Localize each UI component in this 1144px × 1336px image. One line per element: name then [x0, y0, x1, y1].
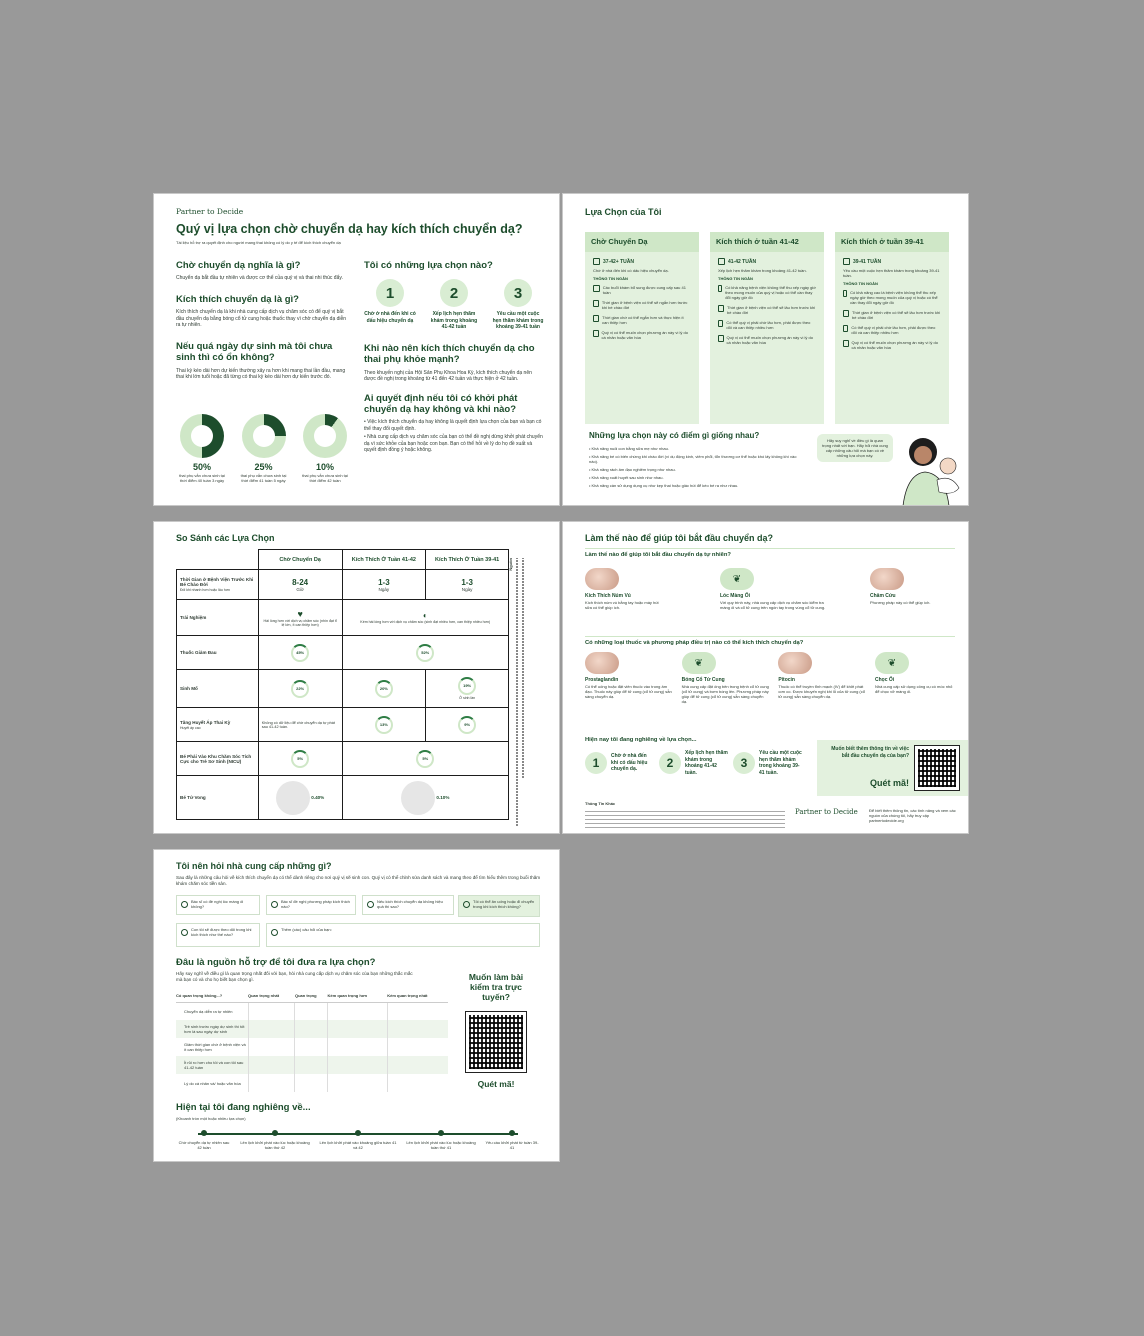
question-heading: Khi nào nên kích thích chuyển dạ cho thai phụ khỏe mạnh? — [364, 342, 535, 366]
question-option[interactable]: Tôi có thể ăn uống hoặc đi chuyển trong khi kích thích không? — [458, 895, 540, 917]
stat-percent: 50% — [192, 462, 211, 472]
section-heading: Có những loại thuốc và phương pháp điều trị nào có thể kích thích chuyển dạ? — [585, 636, 955, 646]
probability-ring: 19% — [458, 677, 476, 695]
left-column — [176, 260, 351, 381]
column-header: Quan trọng nhất — [248, 990, 295, 1002]
section-heading: Đâu là nguồn hỗ trợ để tôi đưa ra lựa chọn? — [176, 957, 376, 968]
scale-label: Lên lịch khởi phát vào khoảng giữa tuần 41 và 42 — [319, 1140, 397, 1150]
info-item: Quý vị có thể muốn chọn phương án này vì lý do cá nhân hoặc văn hóa — [593, 330, 691, 340]
option-item — [428, 279, 480, 331]
mother-baby-illustration — [893, 430, 967, 506]
info-item: Có thể quý vị phải chờ lâu hơn, phải được theo dõi và can thiệp nhiều hơn — [843, 325, 941, 335]
info-item: Thời gian ở bệnh viện có thể sẽ lâu hơn trước khi bé chào đời — [843, 310, 941, 320]
question-heading: Kích thích chuyển dạ là gì? — [176, 293, 299, 305]
method-name: Bóng Cổ Tử Cung — [681, 677, 725, 683]
method-item — [875, 652, 955, 704]
rating-cell[interactable] — [387, 1002, 448, 1020]
weeks-label: 39-41 TUẦN — [843, 258, 941, 265]
stat-block — [176, 414, 228, 483]
column-desc: Xếp lịch hẹn thăm khám trong khoảng 41-42 tuần. — [718, 268, 807, 274]
column-header: Kích Thích Ở Tuần 41-42 — [342, 550, 426, 570]
info-item: Có khả năng cao là bệnh viện không thể thu xếp ngày giờ theo mong muốn của quý vị hoặc có thể cần thay đổi ngày giờ đó — [843, 290, 941, 305]
rating-cell[interactable] — [295, 1002, 328, 1020]
choice-text: Yêu cầu một cuộc hẹn thăm khám trong khoảng 39-41 tuần. — [759, 750, 802, 776]
rating-cell[interactable] — [387, 1056, 448, 1074]
list-item: • Khả năng cần sử dụng dụng cụ như kẹp thai hoặc giác hút để kéo bé ra như nhau. — [589, 483, 739, 488]
method-name: Lóc Màng Ối — [720, 593, 750, 599]
method-name: Châm Cứu — [870, 593, 896, 599]
rating-cell[interactable] — [328, 1020, 388, 1038]
option-text: Yêu cầu một cuộc hẹn thăm khám trong khoảng 39-41 tuần — [492, 311, 544, 331]
row-label: Thuốc Giảm Đau — [177, 636, 259, 670]
choice-number: 1 — [585, 752, 607, 774]
lean-scale — [176, 1130, 540, 1150]
probability-ring: 45% — [291, 644, 309, 662]
info-item: Thời gian chờ có thể ngắn hơn và thực hiện ít can thiệp hơn — [593, 315, 691, 325]
value-cell-merged — [342, 742, 508, 776]
answer-text: Chuyển dạ bắt đầu tự nhiên và được cơ thể của quý vị và thai nhi thúc đẩy. — [176, 275, 343, 282]
stat-label: thai phụ vẫn chưa sinh tại thời điểm 41 tuần 5 ngày — [240, 472, 287, 483]
page-title: Tôi nên hỏi nhà cung cấp những gì? — [176, 861, 332, 871]
value-cell — [258, 636, 342, 670]
iv-drip-photo — [778, 652, 812, 674]
qr-code[interactable] — [915, 746, 959, 790]
hands-icon — [718, 335, 724, 342]
value-cell: Không có dữ liệu để chờ chuyển dạ tự phát sau 41-42 tuần. — [258, 708, 342, 742]
method-name: Prostaglandin — [585, 677, 619, 683]
value-cell: 19% Ở sinh lần — [426, 670, 509, 708]
value-cell-merged: 0.10% — [342, 776, 508, 820]
rating-cell[interactable] — [248, 1002, 295, 1020]
method-desc: Có thể uống hoặc đặt viên thuốc vào trong âm đạo. Thuốc này giúp để tử cung (cổ tử cung) sẵn sàng chuyển dạ. — [585, 683, 672, 699]
page-start-labor — [562, 521, 969, 834]
rating-cell[interactable] — [248, 1020, 295, 1038]
list-item: • Khả năng bé có biến chứng khi chào đời (ví dụ động kinh, viêm phổi, tổn thương cơ thể hoặc khó lấy không khí vào nào). — [589, 454, 797, 464]
row-label: Trẻ sinh trước ngày dự sinh thì tốt hơn là sau ngày dự sinh — [184, 1024, 245, 1034]
method-item — [682, 652, 770, 704]
rating-cell[interactable] — [328, 1002, 388, 1020]
stat-label: thai phụ vẫn chưa sinh tại thời điểm 40 tuần 3 ngày — [179, 472, 225, 483]
choice-column — [835, 232, 949, 424]
qr-panel — [817, 740, 969, 796]
calendar-icon — [718, 285, 722, 292]
method-desc: Với quy trình này, nhà cung cấp dịch vụ chăm sóc kiểm tra màng ối và cổ tử cung trên ngón tay trong vùng cổ tử cung. — [720, 599, 826, 610]
choice-text: Chờ ở nhà đến khi có dấu hiệu chuyển dạ. — [611, 753, 648, 773]
row-label: Lý do cá nhân và/ hoặc văn hóa — [184, 1080, 241, 1086]
brand-logo: Partner to Decide — [795, 808, 858, 816]
question-option[interactable]: Nếu kích thích chuyển dạ không hiệu quả thì sao? — [362, 895, 454, 915]
scale-point[interactable] — [176, 1130, 232, 1150]
values-table — [176, 990, 448, 1092]
method-item — [720, 568, 870, 610]
weeks-label: 37-42+ TUẦN — [593, 258, 691, 265]
footer-text-block — [585, 808, 785, 828]
row-label: Bé Tử Vong — [177, 776, 259, 820]
donut-chart — [242, 414, 286, 458]
custom-question-field[interactable]: Thêm (các) câu hỏi của bạn: — [266, 923, 540, 947]
rating-cell[interactable] — [248, 1056, 295, 1074]
row-label: Thời Gian ở Bệnh Viện Trước Khi Bé Chào Đời Đối khi nhanh hơn hoặc lâu hơn — [177, 570, 259, 600]
hands-icon — [843, 340, 849, 347]
page-my-choices — [562, 193, 969, 506]
answer-text: Thai kỳ kéo dài hơn dự kiến thường xảy ra hơn khi mang thai lần đầu, mang thai khi lớn tuổi hoặc đã từng có thai kỳ kéo dài hơn dự kiến trước đó. — [176, 367, 346, 381]
references-label: Nguồn — [508, 558, 513, 571]
choice-item — [659, 750, 729, 776]
method-item — [870, 568, 955, 610]
membrane-sweep-icon: ❦ — [720, 568, 754, 590]
column-desc: Chờ ở nhà đến khi có dấu hiệu chuyển dạ. — [593, 268, 669, 274]
info-item: Có thể quý vị phải chờ lâu hơn, phải được theo dõi và can thiệp nhiều hơn — [718, 320, 816, 330]
list-item: • Khả năng rách âm đạo nghiêm trọng như nhau. — [589, 467, 676, 472]
column-header: Kém quan trọng nhất — [387, 990, 448, 1002]
page-subtitle: Tài liệu hỗ trợ ra quyết định cho người mang thai không có lý do y tế để kích thích chuyển dạ — [176, 240, 341, 245]
value-cell: 1-3 Ngày — [426, 570, 509, 600]
comparison-table — [176, 549, 509, 820]
info-item: Thời gian ở bệnh viện có thể sẽ lâu hơn trước khi bé chào đời — [718, 305, 816, 315]
question-option[interactable]: Con tôi sẽ được theo dõi trong khi kích thích như thế nào? — [176, 923, 260, 947]
probability-ring: 9% — [458, 716, 476, 734]
rating-cell[interactable] — [387, 1074, 448, 1092]
row-label: Chuyển dạ diễn ra tự nhiên — [184, 1008, 233, 1014]
scale-label: Lên lịch khởi phát vào lúc hoặc khoảng tuần thứ 42 — [240, 1140, 310, 1150]
scale-dot[interactable] — [272, 1130, 278, 1136]
question-heading: Nếu quá ngày dự sinh mà tôi chưa sinh thì có ổn không? — [176, 340, 333, 364]
info-item: Có khả năng bệnh viện không thể thu xếp ngày giờ theo mong muốn của quý vị hoặc có thể cần thay đổi ngày giờ đó — [718, 285, 816, 300]
column-header: Quan trọng — [295, 990, 328, 1002]
row-label: Sinh Mổ — [177, 670, 259, 708]
info-item: Quý vị có thể muốn chọn phương án này vì lý do cá nhân hoặc văn hóa — [843, 340, 941, 350]
choice-column — [710, 232, 824, 424]
bullet-text: Nhà cung cấp dịch vụ chăm sóc của bạn có thể đề nghị dừng khởi phát chuyển dạ vì sức khỏe của bạn hoặc con bạn. Bạn có thể hỏi về lý do họ đề xuất và quyết định đồng ý hoặc không. — [364, 434, 543, 454]
heart-icon: ♥ — [297, 608, 303, 619]
page-overview — [153, 193, 560, 506]
column-header: Kích Thích Ở Tuần 39-41 — [426, 550, 509, 570]
method-item — [778, 652, 866, 704]
column-header: Có quan trọng không...? — [176, 990, 248, 1002]
scale-dot[interactable] — [355, 1130, 361, 1136]
value-cell — [258, 670, 342, 708]
scale-label: Chờ chuyển dạ tự nhiên sau 42 tuần — [178, 1140, 230, 1150]
row-label: Tăng Huyết Áp Thai Kỳ Huyết áp cao — [177, 708, 259, 742]
references-text — [522, 558, 524, 778]
value-cell: 0.40% — [258, 776, 342, 820]
method-name: Kích Thích Núm Vú — [585, 593, 631, 599]
right-column — [364, 260, 544, 454]
question-heading: Ai quyết định nếu tôi có khởi phát chuyển dạ hay không và khi nào? — [364, 392, 518, 416]
balloon-catheter-icon: ❦ — [682, 652, 716, 674]
scale-point[interactable] — [318, 1130, 398, 1150]
scan-label: Quét mã! — [869, 778, 909, 788]
answer-bullet: • Việc kích thích chuyển dạ hay không là quyết định lựa chọn của bạn và bạn có thể thay đổi quyết định. — [364, 419, 542, 432]
intro-text: Sau đây là những câu hỏi về kích thích chuyển dạ có thể dành riêng cho nơi quý vị sẽ sinh con. Quý vị có thể chỉnh sửa danh sách và mang theo để tìm hiểu thêm trong buổi thăm khám chăm sóc tiền sản. — [176, 875, 541, 886]
value-cell: 1-3 Ngày — [342, 570, 426, 600]
choice-number: 2 — [659, 752, 681, 774]
option-text: Chờ ở nhà đến khi có dấu hiệu chuyển dạ — [364, 311, 416, 324]
rating-cell[interactable] — [248, 1038, 295, 1056]
rating-cell[interactable] — [387, 1038, 448, 1056]
probability-ring: 52% — [416, 644, 434, 662]
rating-cell[interactable] — [387, 1020, 448, 1038]
clock-icon — [593, 315, 599, 322]
amniotomy-icon: ❦ — [875, 652, 909, 674]
probability-ring: 22% — [291, 680, 309, 698]
option-text: Xếp lịch hẹn thăm khám trong khoảng 41-42 tuần — [430, 311, 478, 331]
option-number: 3 — [504, 279, 532, 307]
clock-icon — [718, 320, 723, 327]
natural-methods — [585, 568, 955, 610]
scale-point[interactable] — [406, 1130, 476, 1150]
info-item: Quý vị có thể muốn chọn phương án này vì lý do cá nhân hoặc văn hóa — [718, 335, 816, 345]
value-cell: ♥ Hài lòng hơn với dịch vụ chăm sóc (nhìn đạt tỉ lệ lớn, ít can thiệp hơn) — [258, 600, 342, 636]
value-cell-merged — [342, 636, 508, 670]
dot-grid-icon — [276, 781, 310, 815]
method-desc: Thuốc có thể truyền tĩnh mạch (IV) để khởi phát cơn co. Được khuyến nghị khi lỗ của tử cung (cổ tử cung) sẵn sàng chuyển dạ. — [778, 683, 865, 699]
medical-methods — [585, 652, 955, 704]
option-number: 2 — [440, 279, 468, 307]
brand-logo: Partner to Decide — [176, 207, 244, 216]
rating-cell[interactable] — [248, 1074, 295, 1092]
calendar-icon — [593, 258, 600, 265]
probability-ring: 5% — [291, 750, 309, 768]
value-cell: 8-24 Giờ — [258, 570, 342, 600]
calendar-icon — [843, 258, 850, 265]
scale-dot[interactable] — [509, 1130, 515, 1136]
info-item: Thời gian ở bệnh viện có thể sẽ ngắn hơn trước khi bé chào đời — [593, 300, 691, 310]
choice-item — [585, 750, 655, 776]
calendar-icon — [718, 258, 725, 265]
method-name: Chọc Ối — [874, 677, 895, 683]
rating-cell[interactable] — [295, 1020, 328, 1038]
footer-info: Để biết thêm thông tin, các tình nâng và xem các nguồn của chúng tôi, hãy truy cập partnertodecide.org — [869, 808, 956, 823]
page-comparison — [153, 521, 560, 834]
choice-row — [585, 750, 805, 776]
rating-cell[interactable] — [328, 1038, 388, 1056]
page-title: So Sánh các Lựa Chọn — [176, 533, 275, 543]
value-cell — [342, 670, 426, 708]
value-cell — [258, 742, 342, 776]
stat-block — [299, 414, 351, 483]
list-item: • Khả năng nuôi con bằng sữa mẹ như nhau. — [589, 446, 669, 451]
similarities-title: Những lựa chọn này có điểm gì giống nhau? — [589, 431, 760, 440]
speech-bubble: Hãy suy nghĩ về điều gì là quan trọng nhất với bạn. Hãy hỏi nhà cung cấp những câu hỏi mà bạn có về những lựa chọn này. — [817, 434, 893, 462]
method-item — [585, 568, 720, 610]
method-desc: Nhà cung cấp đặt ống bên trong bệnh cổ tử cung (cổ tử cung) và bơm bóng lên. Phương pháp này giúp để tử cung (cổ tử cung) sẵn sàng chuyển dạ. — [681, 683, 769, 704]
probability-ring: 13% — [375, 716, 393, 734]
stat-block — [238, 414, 290, 483]
footer-title: Thông Tin Khác — [585, 801, 616, 806]
page-questions — [153, 849, 560, 1162]
scale-point[interactable] — [484, 1130, 540, 1150]
bullet-text: Việc kích thích chuyển dạ hay không là quyết định lựa chọn của bạn và bạn có thể thay đổi quyết định. — [364, 419, 542, 432]
column-desc: Yêu cầu một cuộc hẹn thăm khám trong khoảng 39-41 tuần. — [843, 268, 940, 279]
stat-percent: 10% — [315, 462, 334, 472]
column-header: Chờ Chuyển Dạ — [258, 550, 342, 570]
question-heading: Tôi có những lựa chọn nào? — [364, 260, 493, 271]
calendar-icon — [843, 290, 847, 297]
similarities-list — [589, 446, 799, 491]
section-heading: Hiện tại tôi đang nghiêng về... — [176, 1102, 311, 1113]
acupuncture-photo — [870, 568, 904, 590]
donut-chart — [303, 414, 347, 458]
info-item: Các buổi khám bổ sung được cung cấp sau 41 tuần — [593, 285, 691, 295]
choice-item — [733, 750, 805, 776]
section-heading: Làm thế nào để giúp tôi bắt đầu chuyển dạ tự nhiên? — [585, 548, 955, 558]
qr-code[interactable] — [466, 1012, 526, 1072]
section-intro: Hãy suy nghĩ về điều gì là quan trọng nhất đối với bạn, hỏi nhà cung cấp dịch vụ chăm sóc của bạn những thắc mắc mà bạn có và cho họ biết bạn chọn gì. — [176, 971, 413, 982]
choice-number: 3 — [733, 752, 755, 774]
rating-cell[interactable] — [295, 1038, 328, 1056]
question-option[interactable]: Bác sĩ đề nghị phương pháp kích thích nào? — [266, 895, 356, 915]
hands-icon — [593, 330, 599, 337]
section-sub: (Khoanh tròn một hoặc nhiều lựa chọn) — [176, 1116, 246, 1121]
method-name: Pitocin — [778, 677, 795, 683]
page-title: Quý vị lựa chọn chờ chuyển dạ hay kích thích chuyển dạ? — [176, 222, 523, 236]
list-item: • Khả năng xuất huyết sau sinh như nhau. — [589, 475, 664, 480]
clock-icon — [843, 325, 848, 332]
quiz-prompt: Muốn làm bài kiểm tra trực tuyến? — [468, 972, 524, 1003]
shield-half-icon: ◐ — [422, 611, 428, 620]
weeks-label: 41-42 TUẦN — [718, 258, 816, 265]
rating-cell[interactable] — [328, 1056, 388, 1074]
answer-text: Kích thích chuyển dạ là khi nhà cung cấp dịch vụ chăm sóc có để quý vị bắt đầu chuyển dạ bằng bóng cổ tử cung hoặc thuốc thay vì chờ chuyển dạ diễn ra tự nhiên. — [176, 309, 347, 329]
bed-icon — [593, 300, 599, 307]
scale-label: Lên lịch khởi phát vào lúc hoặc khoảng tuần thứ 41 — [406, 1140, 476, 1150]
choice-column — [585, 232, 699, 424]
option-item — [492, 279, 544, 331]
method-desc: Phương pháp này có thể giúp ích. — [870, 599, 931, 605]
references-text — [516, 558, 518, 826]
option-number: 1 — [376, 279, 404, 307]
scale-point[interactable] — [240, 1130, 310, 1150]
pill-photo — [585, 652, 619, 674]
row-label: Ít rủi ro hơn cho tôi và con tôi sau 41-42 tuần — [184, 1060, 244, 1070]
references-sidebar — [508, 558, 538, 828]
column-header: Kích thích ở tuần 39-41 — [835, 232, 949, 252]
question-heading: Chờ chuyển dạ nghĩa là gì? — [176, 260, 301, 271]
options-row — [364, 279, 544, 331]
question-option[interactable]: Bác sĩ có đề nghị lóc màng ối không? — [176, 895, 260, 915]
row-label: Bé Phải Vào Khu Chăm Sóc Tích Cực cho Trẻ Sơ Sinh (NICU) — [177, 742, 259, 776]
rating-cell[interactable] — [295, 1074, 328, 1092]
row-label: Trải Nghiệm — [177, 600, 259, 636]
option-item — [364, 279, 416, 331]
answer-bullet: • Nhà cung cấp dịch vụ chăm sóc của bạn có thể đề nghị dừng khởi phát chuyển dạ vì sức khỏe của bạn hoặc con bạn. Bạn có thể hỏi về lý do họ đề xuất và quyết định đồng ý hoặc không. — [364, 434, 543, 454]
row-label: Giảm thời gian chờ ở bệnh viện và ít can thiệp hơn — [184, 1042, 246, 1052]
method-desc: Kích thích núm vú bằng tay hoặc máy hút sữa có thể giúp ích. — [585, 599, 659, 610]
column-header: Kém quan trọng hơn — [328, 990, 388, 1002]
dot-grid-icon — [401, 781, 435, 815]
scan-label: Quét mã! — [477, 1079, 515, 1089]
value-cell-merged: ◐ Kém hài lòng hơn với dịch vụ chăm sóc (sinh đạt nhiều hơn, can thiệp nhiều hơn) — [342, 600, 508, 636]
method-item — [585, 652, 673, 704]
method-desc: Nhà cung cấp sử dụng công cụ có móc nhỏ để chọc vỡ màng ối. — [874, 683, 953, 694]
answer-text: Theo khuyến nghị của Hội Sản Phụ Khoa Hoa Kỳ, kích thích chuyển dạ nên được đề nghị trong khoảng từ 41 đến 42 tuần và thực hiện ở 42 tuần. — [364, 369, 532, 383]
empty-cell — [177, 550, 259, 570]
nipple-stimulation-photo — [585, 568, 619, 590]
rating-cell[interactable] — [295, 1056, 328, 1074]
stat-label: thai phụ vẫn chưa sinh tại thời điểm 42 tuần — [302, 472, 348, 483]
stats-row — [176, 414, 351, 483]
page-title: Lựa Chọn của Tôi — [585, 207, 662, 217]
info-label: THÔNG TIN NGẮN — [593, 276, 628, 282]
rating-cell[interactable] — [328, 1074, 388, 1092]
value-cell — [426, 708, 509, 742]
scale-dot[interactable] — [438, 1130, 444, 1136]
value-cell — [342, 708, 426, 742]
probability-ring: 5% — [416, 750, 434, 768]
scale-label: Yêu cầu khởi phát từ tuần 39-41 — [485, 1140, 539, 1150]
bed-icon — [843, 310, 849, 317]
hospital-icon — [593, 285, 600, 292]
probability-ring: 20% — [375, 680, 393, 698]
column-header: Kích thích ở tuần 41-42 — [710, 232, 824, 252]
bed-icon — [718, 305, 724, 312]
qr-prompt: Muốn biết thêm thông tin về việc bắt đầu chuyển dạ của bạn? — [831, 746, 909, 759]
stat-percent: 25% — [254, 462, 273, 472]
donut-chart — [180, 414, 224, 458]
column-header: Chờ Chuyển Dạ — [585, 232, 699, 252]
info-label: THÔNG TIN NGẮN — [718, 276, 753, 282]
page-title: Làm thế nào để giúp tôi bắt đầu chuyển dạ? — [585, 533, 774, 543]
info-label: THÔNG TIN NGẮN — [843, 281, 878, 287]
section-heading: Hiện nay tôi đang nghiêng về lựa chọn... — [585, 737, 697, 743]
choice-text: Xếp lịch hẹn thăm khám trong khoảng 41-42 tuần. — [685, 750, 728, 776]
scale-dot[interactable] — [201, 1130, 207, 1136]
